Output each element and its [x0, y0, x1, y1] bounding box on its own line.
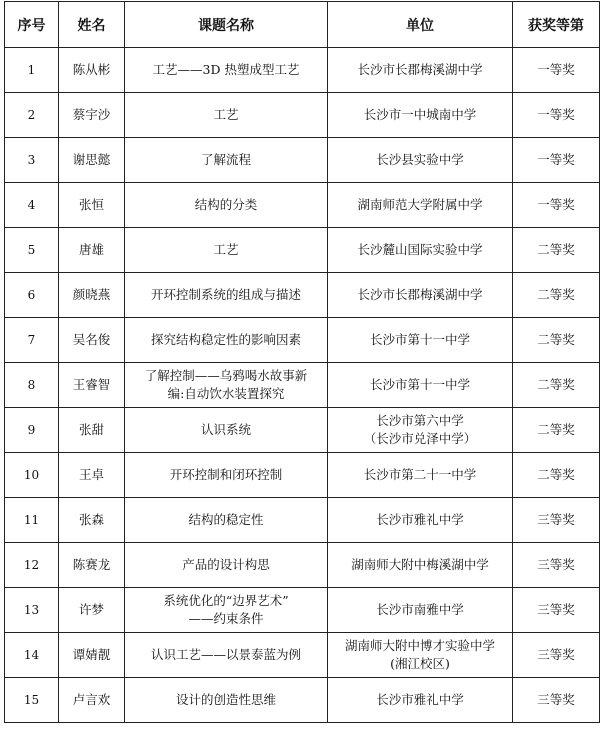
table-row: [5, 678, 600, 723]
cell-topic: [125, 633, 328, 678]
cell-topic: [125, 228, 328, 273]
cell-unit: [328, 408, 513, 453]
cell-name: 陈从彬: [59, 48, 125, 93]
cell-award: 二等奖: [513, 228, 600, 273]
topic-line: 认识系统: [200, 422, 251, 437]
cell-topic: [125, 678, 328, 723]
cell-unit: [328, 678, 513, 723]
cell-topic: [125, 138, 328, 183]
cell-award: 二等奖: [513, 453, 600, 498]
cell-topic: [125, 93, 328, 138]
cell-award: 一等奖: [513, 93, 600, 138]
cell-topic: [125, 318, 328, 363]
topic-line: 了解控制——乌鸦喝水故事新: [144, 368, 308, 383]
cell-topic: [125, 408, 328, 453]
unit-line: 长沙市第六中学: [376, 413, 464, 428]
cell-index: 7: [5, 318, 59, 363]
table-row: [5, 633, 600, 678]
table-row: [5, 543, 600, 588]
cell-index: 6: [5, 273, 59, 318]
cell-topic: [125, 543, 328, 588]
unit-line: 长沙市雅礼中学: [376, 692, 464, 707]
cell-unit: [328, 318, 513, 363]
unit-line: 长沙市第二十一中学: [363, 467, 477, 482]
cell-name: 蔡宇沙: [59, 93, 125, 138]
cell-name: 吴名俊: [59, 318, 125, 363]
cell-unit: [328, 273, 513, 318]
topic-line: ——约束条件: [188, 611, 264, 626]
unit-line: 长沙县实验中学: [376, 152, 464, 167]
header-row: [5, 2, 600, 48]
cell-unit: [328, 543, 513, 588]
topic-line: 编:自动饮水装置探究: [167, 386, 285, 401]
cell-index: 4: [5, 183, 59, 228]
topic-line: 探究结构稳定性的影响因素: [150, 332, 301, 347]
cell-unit: [328, 183, 513, 228]
cell-name: 谢思懿: [59, 138, 125, 183]
table-row: [5, 588, 600, 633]
cell-name: 颜晓燕: [59, 273, 125, 318]
unit-line: 长沙市雅礼中学: [376, 512, 464, 527]
cell-topic: [125, 48, 328, 93]
unit-line: 湖南师大附中博才实验中学: [344, 638, 495, 653]
cell-unit: [328, 93, 513, 138]
topic-line: 工艺: [213, 107, 239, 122]
cell-index: 8: [5, 363, 59, 408]
header-award: 获奖等第: [513, 2, 600, 48]
cell-index: 3: [5, 138, 59, 183]
cell-award: 三等奖: [513, 498, 600, 543]
cell-name: 王卓: [59, 453, 125, 498]
unit-line: 长沙市长郡梅溪湖中学: [357, 287, 483, 302]
topic-line: 产品的设计构思: [182, 557, 270, 572]
cell-index: 9: [5, 408, 59, 453]
header-name: 姓名: [59, 2, 125, 48]
topic-line: 认识工艺——以景泰蓝为例: [150, 647, 301, 662]
unit-line: 湖南师大附中梅溪湖中学: [351, 557, 489, 572]
cell-name: 王睿智: [59, 363, 125, 408]
cell-award: 二等奖: [513, 408, 600, 453]
table-row: [5, 363, 600, 408]
table-row: [5, 498, 600, 543]
cell-index: 5: [5, 228, 59, 273]
cell-award: 三等奖: [513, 588, 600, 633]
table-row: [5, 408, 600, 453]
table-body: [5, 48, 600, 723]
topic-line: 系统优化的“边界艺术”: [163, 593, 289, 608]
cell-award: 一等奖: [513, 138, 600, 183]
cell-unit: [328, 453, 513, 498]
cell-name: 陈赛龙: [59, 543, 125, 588]
cell-index: 14: [5, 633, 59, 678]
cell-award: 二等奖: [513, 318, 600, 363]
unit-line: （长沙市兑泽中学）: [363, 431, 477, 446]
table-row: [5, 318, 600, 363]
cell-topic: [125, 588, 328, 633]
cell-unit: [328, 363, 513, 408]
unit-line: 湖南师范大学附属中学: [357, 197, 483, 212]
table-header: [5, 2, 600, 48]
unit-line: 长沙市第十一中学: [369, 332, 470, 347]
cell-unit: [328, 498, 513, 543]
topic-line: 结构的稳定性: [188, 512, 264, 527]
cell-name: 谭婧靓: [59, 633, 125, 678]
cell-topic: [125, 363, 328, 408]
topic-line: 了解流程: [200, 152, 251, 167]
cell-index: 15: [5, 678, 59, 723]
cell-unit: [328, 48, 513, 93]
table-row: [5, 273, 600, 318]
table-row: [5, 183, 600, 228]
cell-name: 张甜: [59, 408, 125, 453]
cell-award: 二等奖: [513, 363, 600, 408]
cell-name: 唐雄: [59, 228, 125, 273]
header-topic: 课题名称: [125, 2, 328, 48]
unit-line: 长沙麓山国际实验中学: [357, 242, 483, 257]
unit-line: 长沙市南雅中学: [376, 602, 464, 617]
cell-topic: [125, 453, 328, 498]
cell-award: 二等奖: [513, 273, 600, 318]
topic-line: 开环控制和闭环控制: [169, 467, 283, 482]
cell-index: 13: [5, 588, 59, 633]
header-index: 序号: [5, 2, 59, 48]
cell-index: 2: [5, 93, 59, 138]
cell-unit: [328, 588, 513, 633]
cell-index: 1: [5, 48, 59, 93]
cell-index: 10: [5, 453, 59, 498]
topic-line: 工艺——3D 热塑成型工艺: [152, 62, 300, 77]
table-row: [5, 228, 600, 273]
table-row: [5, 138, 600, 183]
unit-line: 长沙市长郡梅溪湖中学: [357, 62, 483, 77]
topic-line: 设计的创造性思维: [175, 692, 276, 707]
cell-topic: [125, 183, 328, 228]
cell-unit: [328, 633, 513, 678]
cell-award: 一等奖: [513, 183, 600, 228]
table-row: [5, 453, 600, 498]
topic-line: 工艺: [213, 242, 239, 257]
table-row: [5, 93, 600, 138]
award-table: [4, 1, 600, 723]
unit-line: 长沙市一中城南中学: [363, 107, 477, 122]
cell-topic: [125, 273, 328, 318]
topic-line: 结构的分类: [194, 197, 258, 212]
cell-index: 11: [5, 498, 59, 543]
topic-line: 开环控制系统的组成与描述: [150, 287, 301, 302]
cell-name: 卢言欢: [59, 678, 125, 723]
cell-name: 张森: [59, 498, 125, 543]
cell-unit: [328, 138, 513, 183]
cell-award: 三等奖: [513, 633, 600, 678]
cell-award: 三等奖: [513, 543, 600, 588]
cell-unit: [328, 228, 513, 273]
cell-name: 张恒: [59, 183, 125, 228]
cell-index: 12: [5, 543, 59, 588]
table-row: [5, 48, 600, 93]
header-unit: 单位: [328, 2, 513, 48]
cell-award: 一等奖: [513, 48, 600, 93]
unit-line: 长沙市第十一中学: [369, 377, 470, 392]
cell-name: 许梦: [59, 588, 125, 633]
unit-line: (湘江校区): [390, 656, 450, 671]
cell-award: 三等奖: [513, 678, 600, 723]
cell-topic: [125, 498, 328, 543]
